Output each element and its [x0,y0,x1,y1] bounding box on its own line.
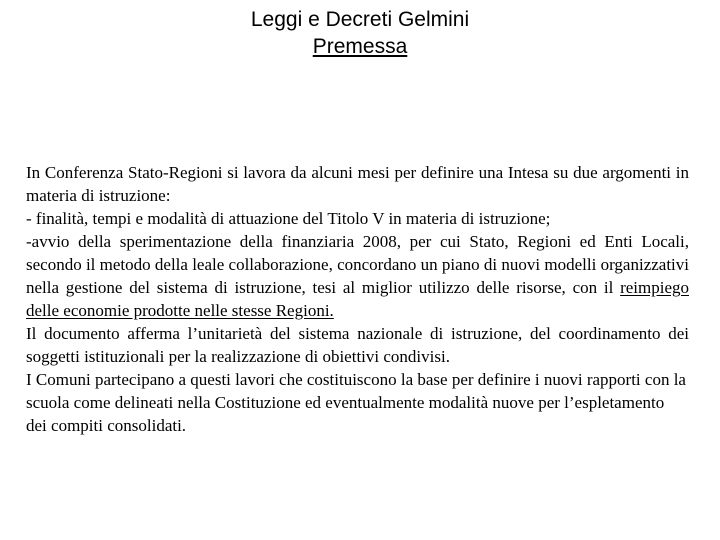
body-text [26,161,689,437]
paragraph-point-sperimentazione [26,230,689,322]
paragraph-documento: Il documento afferma l’unitarietà del sistema nazionale di istruzione, del coordinamento dei soggetti istituzionali per la realizzazione di obiettivi condivisi. [26,324,689,366]
slide-subtitle: Premessa [312,35,408,58]
title-block [0,6,720,60]
subtitle-line [0,33,720,60]
slide-title: Leggi e Decreti Gelmini [250,8,470,31]
underlined-phrase: reimpiego delle economie prodotte nelle stesse Regioni. [26,278,689,320]
paragraph-point-sperimentazione-text: -avvio della sperimentazione della finanziaria 2008, per cui Stato, Regioni ed Enti Locali, secondo il metodo della leale collaborazione, concordano un piano di nuovi modelli organizzativi nella gestione del sistema di istruzione, tesi al miglior utilizzo delle risorse, con il [26,232,689,297]
paragraph-intro: In Conferenza Stato-Regioni si lavora da alcuni mesi per definire una Intesa su due argomenti in materia di istruzione: [26,163,689,205]
paragraph-point-titolo-v: - finalità, tempi e modalità di attuazione del Titolo V in materia di istruzione; [26,209,551,228]
paragraph-comuni: I Comuni partecipano a questi lavori che costituiscono la base per definire i nuovi rapporti con la scuola come delineati nella Costituzione ed eventualmente modalità nuove per l’espletamento dei compiti consolidati. [26,370,686,435]
